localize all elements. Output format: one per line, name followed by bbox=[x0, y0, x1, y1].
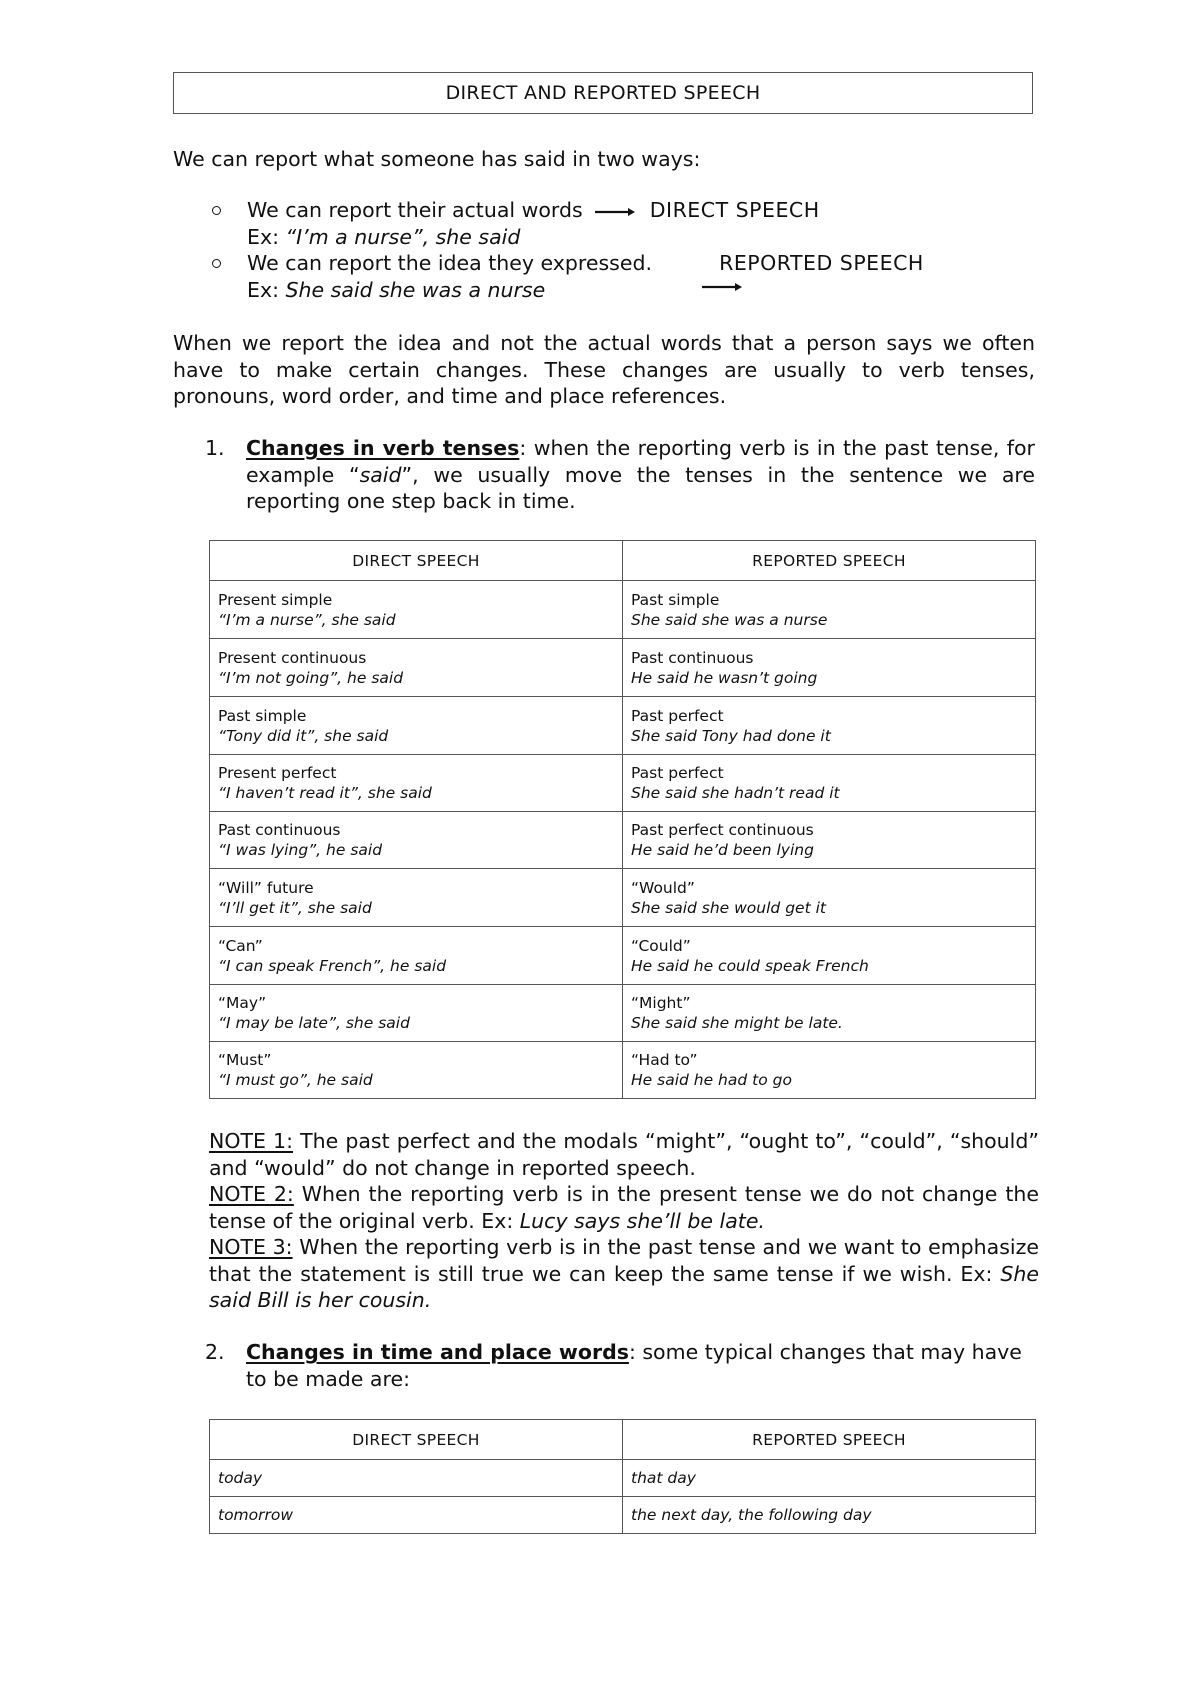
note-1 bbox=[209, 1128, 1039, 1181]
direct-cell: today bbox=[210, 1460, 623, 1497]
example: “I’ll get it”, she said bbox=[218, 898, 372, 917]
direct-cell bbox=[210, 755, 623, 812]
example: She said Tony had done it bbox=[631, 726, 831, 745]
table-row bbox=[210, 639, 1036, 697]
tense-name: “Could” bbox=[631, 936, 691, 955]
section-text: : some typical changes that may have to be made are: bbox=[246, 1340, 1022, 1391]
table-row bbox=[210, 581, 1036, 639]
direct-speech-label: DIRECT SPEECH bbox=[649, 198, 820, 222]
section-heading: Changes in time and place words bbox=[246, 1340, 629, 1364]
example: “I’m not going”, he said bbox=[218, 668, 404, 687]
example: She said she might be late. bbox=[631, 1014, 843, 1032]
example: “I’m a nurse”, she said bbox=[218, 610, 396, 629]
example-prefix: Ex: bbox=[247, 224, 286, 249]
tense-name: “Must” bbox=[218, 1051, 272, 1069]
column-header-reported: REPORTED SPEECH bbox=[623, 1420, 1036, 1460]
note-label: NOTE 2: bbox=[209, 1182, 294, 1206]
example-text: She said she was a nurse bbox=[285, 277, 546, 302]
example: He said he wasn’t going bbox=[631, 668, 818, 687]
section-text: : when the reporting verb is in the past tense, for example “ bbox=[246, 436, 1035, 487]
time-place-table bbox=[209, 1419, 1036, 1534]
reported-cell bbox=[623, 869, 1036, 927]
reported-cell bbox=[623, 812, 1036, 869]
direct-cell: tomorrow bbox=[210, 1497, 623, 1534]
reported-cell bbox=[623, 639, 1036, 697]
example-text: “I’m a nurse”, she said bbox=[285, 224, 521, 249]
page-title: DIRECT AND REPORTED SPEECH bbox=[173, 72, 1033, 114]
note-example: Lucy says she’ll be late. bbox=[519, 1208, 765, 1233]
section-time-place bbox=[205, 1339, 1035, 1392]
right-arrow-icon bbox=[595, 206, 635, 216]
reported-cell: that day bbox=[623, 1460, 1036, 1497]
note-label: NOTE 3: bbox=[209, 1235, 293, 1259]
reported-cell bbox=[623, 927, 1036, 985]
example: “I must go”, he said bbox=[218, 1071, 373, 1089]
column-header-direct: DIRECT SPEECH bbox=[210, 1420, 623, 1460]
section-number: 2. bbox=[205, 1340, 225, 1364]
note-example: She said Bill is her cousin. bbox=[209, 1261, 1039, 1312]
direct-cell bbox=[210, 812, 623, 869]
section-heading: Changes in verb tenses bbox=[246, 436, 520, 460]
tense-name: Past continuous bbox=[631, 648, 754, 667]
table-row bbox=[210, 755, 1036, 812]
tense-name: “Will” future bbox=[218, 878, 314, 897]
tense-name: “Might” bbox=[631, 994, 691, 1012]
example: He said he could speak French bbox=[631, 956, 869, 975]
table-row bbox=[210, 1460, 1036, 1497]
table-row bbox=[210, 927, 1036, 985]
table-row bbox=[210, 1042, 1036, 1099]
table-row bbox=[210, 985, 1036, 1042]
tense-name: Past perfect bbox=[631, 706, 724, 725]
table-row bbox=[210, 812, 1036, 869]
column-header-reported: REPORTED SPEECH bbox=[623, 541, 1036, 581]
hollow-bullet-icon bbox=[212, 206, 221, 215]
tense-name: Present continuous bbox=[218, 648, 367, 667]
list-item bbox=[205, 250, 1045, 303]
direct-cell bbox=[210, 1042, 623, 1099]
tense-name: Past perfect continuous bbox=[631, 821, 814, 839]
reported-cell bbox=[623, 697, 1036, 755]
tense-name: “Would” bbox=[631, 878, 695, 897]
note-text: The past perfect and the modals “might”, “ought to”, “could”, “should” and “would” do not change in reported speech. bbox=[209, 1129, 1039, 1180]
direct-cell bbox=[210, 581, 623, 639]
explanation-paragraph: When we report the idea and not the actual words that a person says we often have to make certain changes. These changes are usually to verb tenses, pronouns, word order, and time and place references. bbox=[173, 331, 1035, 408]
reported-cell bbox=[623, 985, 1036, 1042]
tense-name: Past simple bbox=[631, 590, 720, 609]
table-row bbox=[210, 869, 1036, 927]
direct-cell bbox=[210, 639, 623, 697]
tense-name: Past perfect bbox=[631, 764, 724, 782]
example: She said she hadn’t read it bbox=[631, 784, 840, 802]
column-header-direct: DIRECT SPEECH bbox=[210, 541, 623, 581]
tense-name: Past simple bbox=[218, 706, 307, 725]
note-text: When the reporting verb is in the past tense and we want to emphasize that the statement is still true we can keep the same tense if we wish. Ex: bbox=[209, 1235, 1039, 1286]
example: “I may be late”, she said bbox=[218, 1014, 410, 1032]
tense-name: Present perfect bbox=[218, 764, 337, 782]
table-header-row bbox=[210, 1420, 1036, 1460]
reported-cell bbox=[623, 1042, 1036, 1099]
example-prefix: Ex: bbox=[247, 277, 286, 302]
example: He said he’d been lying bbox=[631, 841, 814, 859]
table-row bbox=[210, 697, 1036, 755]
section-number: 1. bbox=[205, 436, 225, 460]
direct-cell bbox=[210, 697, 623, 755]
verb-tense-table bbox=[209, 540, 1036, 1099]
tense-name: “May” bbox=[218, 994, 267, 1012]
direct-cell bbox=[210, 869, 623, 927]
reported-speech-label: REPORTED SPEECH bbox=[719, 251, 924, 275]
list-item bbox=[205, 197, 1045, 250]
note-2 bbox=[209, 1181, 1039, 1234]
example: She said she would get it bbox=[631, 898, 826, 917]
note-3 bbox=[209, 1234, 1039, 1314]
direct-cell bbox=[210, 927, 623, 985]
example: He said he had to go bbox=[631, 1071, 792, 1089]
tense-name: “Can” bbox=[218, 936, 263, 955]
example: “I can speak French”, he said bbox=[218, 956, 447, 975]
way-text: We can report the idea they expressed. bbox=[247, 251, 653, 275]
way-text: We can report their actual words bbox=[247, 198, 583, 222]
direct-cell bbox=[210, 985, 623, 1042]
section-text: ”, we usually move the tenses in the sentence we are reporting one step back in time. bbox=[246, 462, 1035, 513]
tense-name: “Had to” bbox=[631, 1051, 698, 1069]
ways-list bbox=[205, 197, 1045, 303]
section-text-italic: said bbox=[359, 462, 402, 487]
example: She said she was a nurse bbox=[631, 610, 828, 629]
example: “I haven’t read it”, she said bbox=[218, 784, 432, 802]
note-label: NOTE 1: bbox=[209, 1129, 293, 1153]
note-text: When the reporting verb is in the present tense we do not change the tense of the original verb. Ex: bbox=[209, 1182, 1039, 1233]
reported-cell bbox=[623, 755, 1036, 812]
tense-name: Present simple bbox=[218, 590, 333, 609]
table-row bbox=[210, 1497, 1036, 1534]
example: “Tony did it”, she said bbox=[218, 726, 389, 745]
table-header-row bbox=[210, 541, 1036, 581]
notes-block bbox=[209, 1128, 1039, 1314]
tense-name: Past continuous bbox=[218, 821, 341, 839]
example: “I was lying”, he said bbox=[218, 841, 383, 859]
section-verb-tenses bbox=[205, 435, 1035, 515]
hollow-bullet-icon bbox=[212, 259, 221, 268]
reported-cell bbox=[623, 581, 1036, 639]
reported-cell: the next day, the following day bbox=[623, 1497, 1036, 1534]
intro-text: We can report what someone has said in two ways: bbox=[173, 147, 701, 171]
right-arrow-icon bbox=[702, 281, 742, 291]
